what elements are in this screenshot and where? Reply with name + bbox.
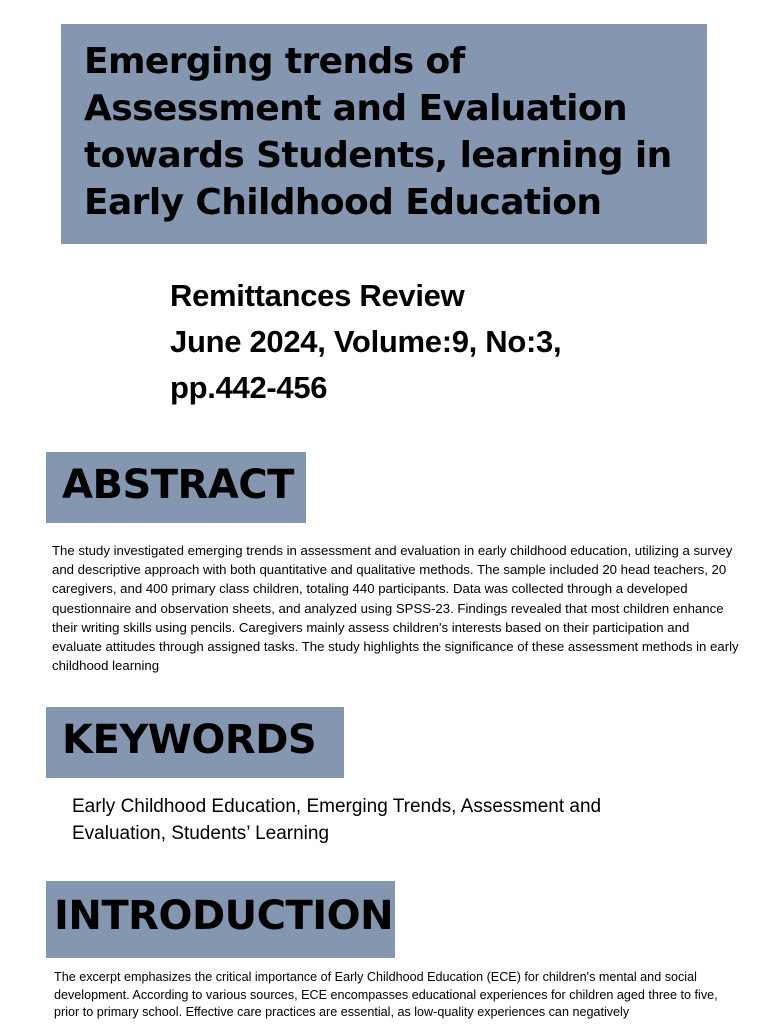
abstract-heading: ABSTRACT — [62, 462, 294, 508]
keywords-banner — [46, 707, 344, 778]
title-banner — [61, 24, 707, 244]
abstract-banner — [46, 452, 306, 523]
journal-name: Remittances Review — [170, 278, 465, 313]
journal-issue: June 2024, Volume:9, No:3, — [170, 324, 562, 359]
title-line: towards Students, learning in — [84, 135, 672, 176]
document-title — [84, 38, 697, 226]
title-line: Assessment and Evaluation — [84, 88, 628, 129]
title-line: Emerging trends of — [84, 41, 465, 82]
abstract-text: The study investigated emerging trends in assessment and evaluation in early childhood education, utilizing a survey and descriptive approach with both quantitative and qualitative methods. The sample included 20 head teachers, 20 caregivers, and 400 primary class children, totaling 440 participants. Data was collected through a developed questionnaire and observation sheets, and analyzed using SPSS-23. Findings revealed that most children enhance their writing skills using pencils. Caregivers mainly assess children's interests based on their participation and evaluate attitudes through assigned tasks. The study highlights the significance of these assessment methods in early childhood learning — [52, 543, 739, 674]
title-line: Early Childhood Education — [84, 182, 602, 223]
keywords-heading: KEYWORDS — [62, 717, 317, 763]
journal-pages: pp.442-456 — [170, 370, 328, 405]
introduction-text: The excerpt emphasizes the critical importance of Early Childhood Education (ECE) for children's mental and social development. According to various sources, ECE encompasses educational experiences for children aged three to five, prior to primary school. Effective care practices are essential, as low-quality experiences can negatively — [54, 970, 718, 1020]
keywords-text: Early Childhood Education, Emerging Trends, Assessment and Evaluation, Students’ Learning — [72, 796, 602, 844]
introduction-heading: INTRODUCTION — [54, 893, 394, 939]
introduction-banner — [46, 881, 395, 958]
journal-citation — [170, 273, 730, 411]
